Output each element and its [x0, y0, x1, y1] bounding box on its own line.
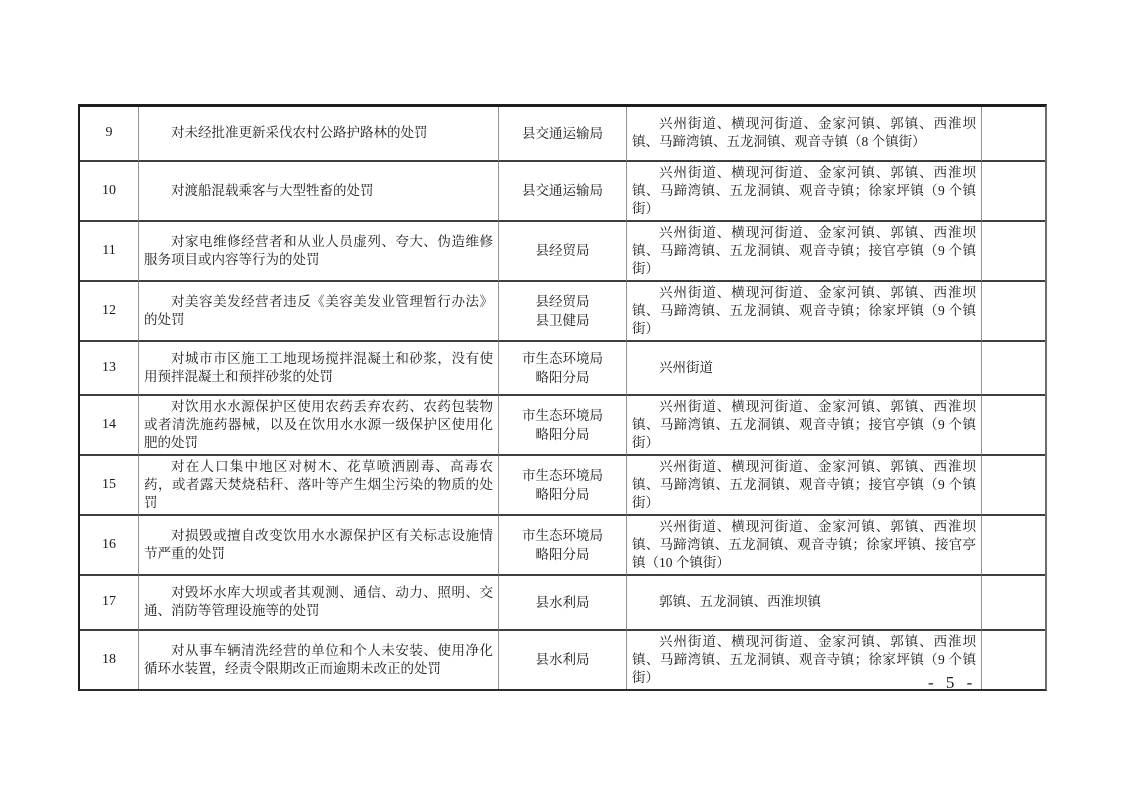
- table-row: [80, 631, 1045, 689]
- department-line: 略阳分局: [535, 427, 590, 442]
- department-line: 县交通运输局: [522, 183, 603, 198]
- towns-cell: 兴州街道、横现河街道、金家河镇、郭镇、西淮坝镇、马蹄湾镇、五龙洞镇、观音寺镇；徐家坪镇（9 个镇街）: [627, 282, 982, 342]
- penalty-item-cell: 对在人口集中地区对树木、花草喷洒剧毒、高毒农药，或者露天焚烧秸秆、落叶等产生烟尘污染的物质的处罚: [139, 456, 499, 516]
- row-number-cell: 14: [80, 396, 139, 456]
- penalty-table-body: [80, 107, 1045, 689]
- table-row: [80, 576, 1045, 631]
- table-row: [80, 282, 1045, 342]
- penalty-item-cell: 对家电维修经营者和从业人员虚列、夸大、伪造维修服务项目或内容等行为的处罚: [139, 222, 499, 282]
- penalty-item-cell: 对毁坏水库大坝或者其观测、通信、动力、照明、交通、消防等管理设施等的处罚: [139, 576, 499, 631]
- department-cell: [499, 396, 627, 456]
- department-cell: [499, 516, 627, 576]
- table-row: [80, 456, 1045, 516]
- department-line: 略阳分局: [535, 547, 590, 562]
- table-row: [80, 162, 1045, 222]
- towns-cell: 兴州街道: [627, 342, 982, 397]
- row-number-cell: 16: [80, 516, 139, 576]
- row-number-cell: 11: [80, 222, 139, 282]
- department-cell: [499, 222, 627, 282]
- remark-cell: [982, 576, 1045, 631]
- department-line: 市生态环境局: [522, 468, 603, 483]
- remark-cell: [982, 342, 1045, 397]
- remark-cell: [982, 516, 1045, 576]
- department-line: 市生态环境局: [522, 528, 603, 543]
- row-number-cell: 9: [80, 107, 139, 162]
- department-cell: [499, 162, 627, 222]
- towns-cell: 兴州街道、横现河街道、金家河镇、郭镇、西淮坝镇、马蹄湾镇、五龙洞镇、观音寺镇；徐家坪镇（9 个镇街）: [627, 631, 982, 689]
- department-line: 略阳分局: [535, 487, 590, 502]
- department-line: 市生态环境局: [522, 350, 603, 366]
- table-row: [80, 516, 1045, 576]
- department-cell: [499, 576, 627, 631]
- department-line: 县水利局: [535, 594, 590, 610]
- department-line: 市生态环境局: [522, 408, 603, 423]
- row-number-cell: 10: [80, 162, 139, 222]
- page-number: - 5 -: [928, 673, 977, 692]
- penalty-item-cell: 对饮用水水源保护区使用农药丢弃农药、农药包装物或者清洗施药器械，以及在饮用水水源一级保护区使用化肥的处罚: [139, 396, 499, 456]
- department-line: 县经贸局: [535, 293, 590, 309]
- department-line: 县经贸局: [535, 243, 590, 258]
- towns-cell: 兴州街道、横现河街道、金家河镇、郭镇、西淮坝镇、马蹄湾镇、五龙洞镇、观音寺镇；接官亭镇（9 个镇街）: [627, 222, 982, 282]
- remark-cell: [982, 396, 1045, 456]
- row-number-cell: 15: [80, 456, 139, 516]
- row-number-cell: 13: [80, 342, 139, 397]
- towns-cell: 郭镇、五龙洞镇、西淮坝镇: [627, 576, 982, 631]
- remark-cell: [982, 222, 1045, 282]
- row-number-cell: 17: [80, 576, 139, 631]
- table-row: [80, 342, 1045, 397]
- towns-cell: 兴州街道、横现河街道、金家河镇、郭镇、西淮坝镇、马蹄湾镇、五龙洞镇、观音寺镇；徐家坪镇、接官亭镇（10 个镇街）: [627, 516, 982, 576]
- remark-cell: [982, 282, 1045, 342]
- penalty-item-cell: 对从事车辆清洗经营的单位和个人未安装、使用净化循环水装置，经责令限期改正而逾期未改正的处罚: [139, 631, 499, 689]
- penalty-item-cell: 对损毁或擅自改变饮用水水源保护区有关标志设施情节严重的处罚: [139, 516, 499, 576]
- remark-cell: [982, 456, 1045, 516]
- row-number-cell: 12: [80, 282, 139, 342]
- penalty-table: [78, 104, 1047, 691]
- towns-cell: 兴州街道、横现河街道、金家河镇、郭镇、西淮坝镇、马蹄湾镇、五龙洞镇、观音寺镇；接官亭镇（9 个镇街）: [627, 456, 982, 516]
- department-line: 县水利局: [535, 652, 590, 667]
- towns-cell: 兴州街道、横现河街道、金家河镇、郭镇、西淮坝镇、马蹄湾镇、五龙洞镇、观音寺镇；徐家坪镇（9 个镇街）: [627, 162, 982, 222]
- department-line: 县卫健局: [535, 312, 590, 328]
- penalty-item-cell: 对美容美发经营者违反《美容美发业管理暂行办法》的处罚: [139, 282, 499, 342]
- table-row: [80, 222, 1045, 282]
- department-cell: [499, 282, 627, 342]
- department-cell: [499, 107, 627, 162]
- towns-cell: 兴州街道、横现河街道、金家河镇、郭镇、西淮坝镇、马蹄湾镇、五龙洞镇、观音寺镇（8 个镇街）: [627, 107, 982, 162]
- department-cell: [499, 342, 627, 397]
- remark-cell: [982, 162, 1045, 222]
- table-row: [80, 396, 1045, 456]
- department-line: 县交通运输局: [522, 125, 603, 141]
- penalty-item-cell: 对城市市区施工工地现场搅拌混凝土和砂浆，没有使用预拌混凝土和预拌砂浆的处罚: [139, 342, 499, 397]
- department-cell: [499, 631, 627, 689]
- table-row: [80, 107, 1045, 162]
- department-cell: [499, 456, 627, 516]
- row-number-cell: 18: [80, 631, 139, 689]
- remark-cell: [982, 107, 1045, 162]
- penalty-item-cell: 对渡船混载乘客与大型牲畜的处罚: [139, 162, 499, 222]
- remark-cell: [982, 631, 1045, 689]
- penalty-item-cell: 对未经批准更新采伐农村公路护路林的处罚: [139, 107, 499, 162]
- department-line: 略阳分局: [535, 369, 590, 385]
- towns-cell: 兴州街道、横现河街道、金家河镇、郭镇、西淮坝镇、马蹄湾镇、五龙洞镇、观音寺镇；接官亭镇（9 个镇街）: [627, 396, 982, 456]
